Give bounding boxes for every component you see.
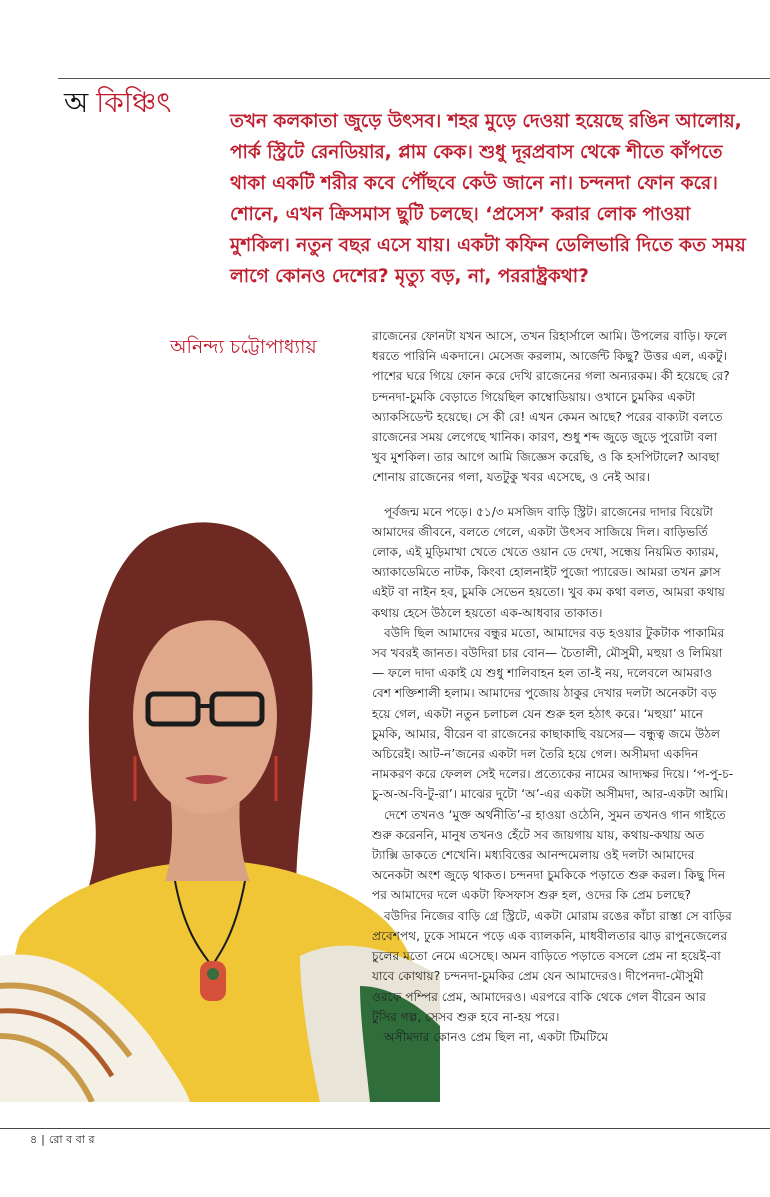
top-rule	[58, 78, 770, 79]
bottom-rule	[0, 1128, 770, 1129]
author-byline: অনিন্দ্য চট্টোপাধ্যায়	[170, 336, 317, 358]
body-paragraph: পূর্বজন্ম মনে পড়ে। ৫১/৩ মসজিদ বাড়ি স্ট্রিট। রাজেনের দাদার বিয়েটা আমাদের জীবনে, বলতে গেলে, একটা উৎসব সাজিয়ে দিল। বাড়িভর্তি লোক, এই মুড়িমাখা খেতে খেতে ওয়ান ডে দেখা, সন্ধেয় নিয়মিত ক্যারম, অ্যাকাডেমিতে নাটক, কিংবা হোলনাইট পুজো প্যারেড। আমরা তখন ক্লাস এইট বা নাইন হব, চুমকি সেভেন হয়তো। খুব কম কথা বলত, আমরা কথায় কথায় হেসে উঠলে হয়তো এক-আধবার তাকাত।	[372, 504, 725, 620]
pull-quote: তখন কলকাতা জুড়ে উৎসব। শহর মুড়ে দেওয়া হয়েছে রঙিন আলোয়, পার্ক স্ট্রিটে রেনডিয়ার, প্লাম কেক। শুধু দূরপ্রবাস থেকে শীতে কাঁপতে থাকা একটি শরীর কবে পৌঁছবে কেউ জানে না। চন্দনদা ফোন করে। শোনে, এখন ক্রিসমাস ছুটি চলছে। ‘প্রসেস’ করার লোক পাওয়া মুশকিল। নতুন বছর এসে যায়। একটা কফিন ডেলিভারি দিতে কত সময় লাগে কোনও দেশের? মৃত্যু বড়, না, পররাষ্ট্রকথা?	[230, 111, 746, 287]
publication-name: রো ব বা র	[48, 1133, 95, 1146]
section-title: কিঞ্চিৎ	[96, 86, 172, 119]
article-body	[372, 326, 734, 1047]
body-paragraph: বউদির নিজের বাড়ি গ্রে স্ট্রিটে, একটা মোরাম রঙের কাঁচা রাস্তা সে বাড়ির প্রবেশপথ, ঢুকে সামনে পড়ে এক ব্যালকনি, মাধবীলতার ঝাড় রাপুনজেলের চুলের মতো নেমে এসেছে। অমন বাড়িতে পড়াতে বসলে প্রেম না হয়েই-বা যাবে কোথায়? চন্দনদা-চুমকির প্রেম যেন আমাদেরও। দীপেনদা-মৌসুমী ওরফে পম্পির প্রেম, আমাদেরও। এরপরে বাকি থেকে গেল বীরেন আর টুসির গল্প, সেসব শুরু হবে না-হয় পরে।	[372, 908, 732, 1024]
page-number: ৪	[30, 1133, 38, 1146]
body-paragraph: অসীমদার কোনও প্রেম ছিল না, একটা টিমটিমে	[384, 1029, 609, 1044]
section-label	[64, 86, 171, 120]
footer-separator: |	[41, 1133, 45, 1146]
section-prefix: অ	[64, 86, 89, 119]
body-paragraph: বউদি ছিল আমাদের বন্ধুর মতো, আমাদের বড় হওয়ার টুকটাক পাকামির সব খবরই জানত। বউদিরা চার বোন— চৈতালী, মৌসুমী, মহুয়া ও লিমিয়া— ফলে দাদা একাই যে শুধু শালিবাহন হল তা-ই নয়, দলেবলে আমরাও বেশ শক্তিশালী হলাম। আমাদের পুজোয় ঠাকুর দেখার দলটা অনেকটা বড় হয়ে গেল, একটা নতুন চলাচল যেন শুরু হল হঠাৎ করে। ‘মহুয়া’ মানে চুমকি, আমার, বীরেন বা রাজেনের কাছাকাছি বয়সের— বন্ধুত্ব জমে উঠল অচিরেই। আট-ন’জনের একটা দল তৈরি হয়ে গেল। অসীমদা একদিন নামকরণ করে ফেলল সেই দলের। প্রত্যেকের নামের আদ্যক্ষর দিয়ে। ‘প-পু-চ-চু-অ-অ-বি-টু-রা’। মাঝের দুটো ‘অ’-এর একটা অসীমদা, আর-একটা আমি।	[372, 625, 734, 802]
body-paragraph: দেশে তখনও ‘মুক্ত অর্থনীতি’-র হাওয়া ওঠেনি, সুমন তখনও গান গাইতে শুরু করেননি, মানুষ তখনও হেঁটে সব জায়গায় যায়, কথায়-কথায় অত ট্যাক্সি ডাকতে শেখেনি। মধ্যবিত্তের আনন্দমেলায় ওই দলটা আমাদের অনেকটা অংশ জুড়ে থাকত। চন্দনদা চুমকিকে পড়াতে শুরু করল। কিছু দিন পর আমাদের দলে একটা ফিসফাস শুরু হল, ওদের কি প্রেম চলছে?	[372, 807, 726, 903]
body-paragraph: রাজেনের ফোনটা যখন আসে, তখন রিহার্সালে আমি। উপলের বাড়ি। ফলে ধরতে পারিনি একদানে। মেসেজ করলাম, আর্জেন্ট কিছু? উত্তর এল, একটু। পাশের ঘরে গিয়ে ফোন করে দেখি রাজেনের গলা অন্যরকম। কী হয়েছে রে? চন্দনদা-চুমকি বেড়াতে গিয়েছিল কাম্বোডিয়ায়। ওখানে চুমকির একটা অ্যাকসিডেন্ট হয়েছে। সে কী রে! এখন কেমন আছে? পরের বাক্যটা বলতে রাজেনের সময় লেগেছে খানিক। কারণ, শুধু শব্দ জুড়ে জুড়ে পুরোটা বলা খুব মুশকিল। তার আগে আমি জিজ্ঞেস করেছি, ও কি হসপিটালে? আবছা শোনায় রাজেনের গলা, যতটুকু খবর এসেছে, ও নেই আর।	[372, 329, 730, 485]
page-footer	[30, 1132, 95, 1148]
